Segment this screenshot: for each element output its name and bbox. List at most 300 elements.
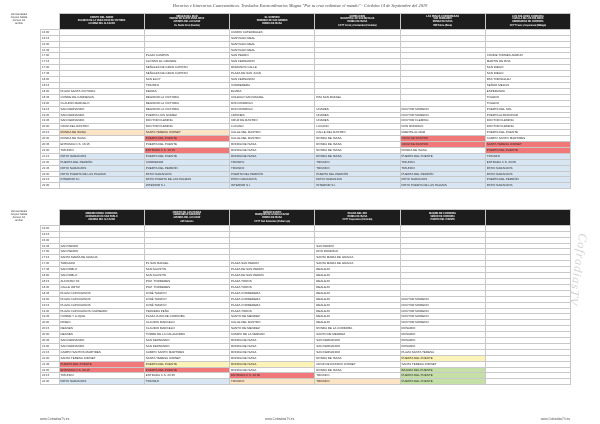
column-header-line: Av. Santa Cruz (Huelva) bbox=[174, 24, 200, 27]
route-cell: PUERTA DEL PERDÓN bbox=[400, 171, 485, 177]
time-cell: 22:15 bbox=[41, 177, 60, 183]
route-cell: CAMPO SANTO MARTIRES bbox=[144, 349, 229, 355]
time-cell: 17:15 bbox=[41, 255, 60, 261]
time-cell: 21:00 bbox=[41, 343, 60, 349]
route-cell: CRUZ DE RASTRO bbox=[400, 142, 485, 148]
time-cell: 19:15 bbox=[41, 106, 60, 112]
route-cell: POZ. TORRERES bbox=[144, 278, 229, 284]
route-cell: PLAZA DE SAN PEDRO bbox=[230, 267, 315, 273]
schedule-table-bottom bbox=[40, 209, 571, 385]
column-header-line: AVENIDA DEL ALCAZAR bbox=[88, 219, 116, 222]
time-cell: 18:00 bbox=[41, 273, 60, 279]
side-label-top bbox=[2, 13, 36, 25]
route-cell: CORREDERA bbox=[230, 82, 315, 88]
route-cell: TRIUNFO bbox=[315, 373, 400, 379]
column-header bbox=[230, 210, 315, 226]
route-cell: REGIDOR LA VICTORIA bbox=[144, 100, 229, 106]
route-cell: CURRO CATEDRALES bbox=[230, 29, 315, 35]
route-cell: BAJADA DEL PUENTE bbox=[400, 367, 485, 373]
route-cell: REALEJO bbox=[315, 273, 400, 279]
route-cell: TRIUNFO bbox=[485, 153, 570, 159]
time-cell: 17:45 bbox=[41, 71, 60, 77]
time-cell: 19:45 bbox=[41, 118, 60, 124]
route-cell: ENTRADA C.S. 20:35 bbox=[144, 373, 229, 379]
side-label-line: Hermandades bbox=[10, 210, 28, 213]
route-cell bbox=[485, 379, 570, 385]
time-cell: 19:00 bbox=[41, 296, 60, 302]
time-cell: 19:30 bbox=[41, 308, 60, 314]
route-cell: REALEJO bbox=[315, 314, 400, 320]
route-cell: ROSARIO bbox=[400, 343, 485, 349]
route-cell bbox=[59, 183, 144, 189]
route-cell: INTERIOR S.I. bbox=[230, 183, 315, 189]
route-cell: ENTRADA C.S. 16:15 bbox=[59, 142, 144, 148]
column-header-line: DOMINGO DE SAN ANDRES bbox=[256, 19, 288, 22]
route-cell: REGIDOR LA VICTORIA bbox=[144, 94, 229, 100]
route-cell: PUERTA DEL SOL bbox=[485, 106, 570, 112]
route-cell: SANTO DE MENDEZ bbox=[230, 314, 315, 320]
route-cell: JOSÉ TAMAYO bbox=[144, 290, 229, 296]
route-cell: ROSARIO bbox=[400, 332, 485, 338]
time-cell: 16:45 bbox=[41, 47, 60, 53]
route-cell: PLAZA DE SAN JUAN bbox=[230, 71, 315, 77]
column-header-line: CCTT Coria y Fernandez (Córdoba) bbox=[338, 24, 377, 27]
column-header bbox=[485, 210, 570, 226]
route-cell: INTERIOR S.I. bbox=[59, 177, 144, 183]
route-cell: REALEJO bbox=[315, 320, 400, 326]
column-header-line: SEÑOR DE CORDOBA bbox=[430, 215, 455, 218]
time-cell: 16:15 bbox=[41, 231, 60, 237]
side-label-line: ámbito bbox=[15, 22, 23, 26]
column-header-line: RONDA DE ISASA bbox=[432, 21, 453, 24]
route-cell: PLAZA CORREDERA bbox=[230, 302, 315, 308]
route-cell: PUERTA LUIS GOMEZ bbox=[144, 112, 229, 118]
route-cell: TOLEDO bbox=[485, 94, 570, 100]
route-cell: CAMPO SANTO MARTIRES bbox=[485, 136, 570, 142]
route-cell: PUERTA DEL PERDÓN bbox=[315, 171, 400, 177]
route-cell: PLAZA TOROS bbox=[230, 278, 315, 284]
route-cell: REALEJO bbox=[315, 284, 400, 290]
route-cell: RONDA DE ISASA bbox=[230, 147, 315, 153]
column-header-line: CCTT Fuen y Esperanza (Málaga) bbox=[509, 24, 546, 27]
route-cell: DEANES bbox=[59, 332, 144, 338]
route-cell: RONDA DE ISASA bbox=[230, 367, 315, 373]
route-cell: TORRE DE LA CALAHORRA bbox=[144, 332, 229, 338]
time-cell: 22:00 bbox=[41, 171, 60, 177]
route-cell: MARTIN DE ROA bbox=[485, 59, 570, 65]
column-header-title: MADRE DE CORDOBA bbox=[429, 212, 457, 216]
route-cell: ALONSO EL GRANDE bbox=[144, 59, 229, 65]
route-cell: LUCANO bbox=[315, 124, 400, 130]
route-cell: RONDA DE ISASA bbox=[400, 147, 485, 153]
time-cell: 19:00 bbox=[41, 100, 60, 106]
route-cell: SANTIAGO REAL bbox=[230, 41, 315, 47]
side-label-line: Hermandades bbox=[10, 13, 28, 16]
route-cell: PUERTA DEL PUENTE bbox=[144, 136, 229, 142]
side-label-line: Grupos Salida bbox=[10, 213, 28, 217]
route-cell: PATIO NARANJOS bbox=[59, 153, 144, 159]
time-cell: 16:30 bbox=[41, 237, 60, 243]
route-cell: CAMPO SANTOS MARTIRES bbox=[59, 349, 144, 355]
route-cell: DOCTOR FLEMING bbox=[400, 118, 485, 124]
route-cell: SAN FERNANDO bbox=[315, 349, 400, 355]
route-cell: PZA SAN RAFAEL bbox=[315, 94, 400, 100]
route-cell: PLAZA DE SAN PEDRO bbox=[230, 273, 315, 279]
route-cell: SANTA TERESA JORNET bbox=[144, 355, 229, 361]
side-label-bottom bbox=[2, 210, 36, 222]
route-cell: RONDA DE ISASA bbox=[315, 367, 400, 373]
route-cell: REALEJO bbox=[315, 302, 400, 308]
route-cell: JOSÉ TAMAYO bbox=[144, 302, 229, 308]
column-header-line: CCTT San Sebastian (Peñarroya) bbox=[254, 220, 291, 223]
route-cell: CLAUDIO MARCELO bbox=[144, 326, 229, 332]
time-cell: 21:15 bbox=[41, 349, 60, 355]
route-cell: PATIO NARANJOS bbox=[230, 177, 315, 183]
route-cell: PUERTA DEL PUENTE bbox=[144, 153, 229, 159]
column-header bbox=[400, 14, 485, 30]
route-cell: RONDA DE ISASA bbox=[230, 338, 315, 344]
route-cell: PATIO NARANJOS bbox=[144, 171, 229, 177]
route-cell: CONDE Y LUQUE bbox=[59, 314, 144, 320]
route-cell: DOCTOR FLEMING bbox=[144, 118, 229, 124]
time-cell: 20:45 bbox=[41, 338, 60, 344]
column-header-title: VIRGEN DEL MAR bbox=[176, 14, 198, 18]
table-row bbox=[41, 183, 571, 189]
route-cell: ENTRADA C.S. 20:05 bbox=[485, 159, 570, 165]
route-cell: PUERTA DEL PUENTE bbox=[400, 379, 485, 385]
column-header bbox=[485, 14, 570, 30]
route-cell: UNARES bbox=[315, 112, 400, 118]
route-cell: CALLE DEL RASTRO bbox=[230, 130, 315, 136]
side-label-line: Grupos Salida bbox=[10, 16, 28, 20]
route-cell: SANTA TERESA JORNET bbox=[144, 130, 229, 136]
route-cell: PATIO PUERTA DE LAS PALMAS bbox=[144, 177, 229, 183]
route-cell: PATIO PUERTA DE LAS PALMAS bbox=[59, 171, 144, 177]
route-cell: SEÑALES DE GRAN CAPITAN bbox=[144, 71, 229, 77]
route-cell: RONDA DE ISASA bbox=[230, 349, 315, 355]
route-cell: SANTO DE MENDEZ bbox=[315, 332, 400, 338]
time-cell: 16:30 bbox=[41, 41, 60, 47]
column-header-title: PALMA DEL RIO bbox=[347, 212, 368, 216]
footer-link-right[interactable]: www.CofradiasTV.es bbox=[540, 417, 570, 421]
time-cell: 20:30 bbox=[41, 332, 60, 338]
time-cell: 21:15 bbox=[41, 153, 60, 159]
header-corner bbox=[41, 14, 60, 30]
time-cell: 20:00 bbox=[41, 320, 60, 326]
column-header-line: AM Calvario bbox=[180, 220, 194, 223]
route-cell: SAN FERNANDO bbox=[144, 343, 229, 349]
route-cell: RONDA DE ISASA bbox=[315, 136, 400, 142]
time-cell: 21:30 bbox=[41, 159, 60, 165]
header-corner bbox=[41, 210, 60, 226]
column-header-title: CRISTO DE LAS PENAS bbox=[172, 210, 202, 214]
route-cell: PUERTA DEL PERDÓN bbox=[230, 171, 315, 177]
column-header-line: CAPILLA DE LOS DOLORES bbox=[512, 18, 544, 20]
column-header-line: RONDA DE ISASA bbox=[347, 21, 368, 24]
route-cell: CAMPO DE LA VERDAD bbox=[230, 332, 315, 338]
route-cell: SAN FERNANDO bbox=[230, 59, 315, 65]
time-cell: 18:00 bbox=[41, 77, 60, 83]
watermark: CofradiasTV bbox=[566, 232, 591, 307]
column-header-title: EL SUSPIRO bbox=[264, 16, 280, 20]
route-cell: PUERTA DEL PUENTE bbox=[400, 373, 485, 379]
column-header-title: CRISTO DEL AMOR bbox=[89, 16, 114, 20]
column-header-line: ALUMNA DEL ALCAZAR bbox=[88, 23, 115, 26]
route-cell: PLAZA CAPUCHINOS bbox=[59, 290, 144, 296]
route-cell: ROSARIO bbox=[400, 338, 485, 344]
route-cell: TRIUNFO bbox=[400, 159, 485, 165]
time-cell: 18:15 bbox=[41, 82, 60, 88]
route-cell: SANTA TERESA JORNET bbox=[400, 361, 485, 367]
column-header-title: LAS PENAS CORDOBESAS bbox=[426, 14, 460, 18]
route-cell: TRIUNFO bbox=[144, 379, 229, 385]
route-cell: POZ. TORRERES bbox=[144, 284, 229, 290]
column-header-line: SAN FERNANDO bbox=[433, 18, 452, 20]
time-cell: 20:30 bbox=[41, 136, 60, 142]
route-cell: SANTA TERESA JORNET bbox=[485, 142, 570, 148]
column-header-title: LOS DOLORES CORDOBA bbox=[511, 14, 544, 18]
footer-link-center[interactable]: www.CofradiasTV.es bbox=[265, 417, 295, 421]
column-header-line: RONDA DE ISASA bbox=[347, 215, 368, 218]
time-cell: 21:45 bbox=[41, 361, 60, 367]
route-cell: PLAZA CAPUCHINOS bbox=[59, 296, 144, 302]
time-cell: 20:45 bbox=[41, 142, 60, 148]
route-cell: FRENTE AL MAR bbox=[400, 130, 485, 136]
route-cell: CONDE DE CARDENAS bbox=[59, 94, 144, 100]
schedule-table-top bbox=[40, 13, 571, 189]
time-cell: 18:45 bbox=[41, 94, 60, 100]
route-cell: TRIUNFO bbox=[315, 159, 400, 165]
column-header-line: HERMANDAD DE CORDOBA bbox=[512, 21, 544, 24]
route-cell: RONDA DE ISASA bbox=[230, 142, 315, 148]
route-cell: TARGADO bbox=[59, 261, 144, 267]
time-cell: 20:15 bbox=[41, 326, 60, 332]
column-header bbox=[315, 14, 400, 30]
column-header bbox=[315, 210, 400, 226]
column-header bbox=[144, 14, 229, 30]
route-cell: SANTO DE MENDEZ bbox=[230, 326, 315, 332]
side-label-line: ámbito bbox=[15, 219, 23, 223]
route-cell: PLAZA TOROS bbox=[230, 284, 315, 290]
route-cell: PLAZA SAN PEDRO bbox=[230, 261, 315, 267]
route-cell: PAS TORNALLEJ bbox=[485, 77, 570, 83]
route-cell: PUERTA DEL PERDÓN bbox=[144, 165, 229, 171]
footer-link-left[interactable]: www.CofradiasTV.es bbox=[40, 417, 70, 421]
route-cell: TRIUNFO bbox=[59, 373, 144, 379]
route-cell: PUERTA ALMODOVAR bbox=[485, 112, 570, 118]
route-cell: PATIO NARANJOS bbox=[59, 379, 144, 385]
route-cell: SAN FERNANDO bbox=[59, 106, 144, 112]
route-cell: PASEO bbox=[59, 320, 144, 326]
route-cell: RONDA DE ISASA bbox=[59, 136, 144, 142]
route-cell: PLAZA SANTA VICTORIA bbox=[59, 88, 144, 94]
route-cell: ESPERANZA bbox=[485, 88, 570, 94]
route-cell: CRUZ DE RASTRO bbox=[400, 136, 485, 142]
route-cell: PUERTA DEL PUENTE bbox=[485, 130, 570, 136]
route-cell: TRIUNFO bbox=[230, 165, 315, 171]
page-title: Horarios e Itinerarios Cuaresmáticos. Traslados Extraordinarios Magna "Por tu cruz redimiste el mundo" - Córdoba 14 de Septiembre del 2019 bbox=[172, 3, 428, 8]
time-cell: 22:15 bbox=[41, 373, 60, 379]
time-cell: 21:45 bbox=[41, 165, 60, 171]
route-cell: PLAZA CAPUCHINOS bbox=[59, 302, 144, 308]
time-cell: 17:45 bbox=[41, 267, 60, 273]
route-cell: DOCTOR MORENO bbox=[400, 296, 485, 302]
time-cell: 20:00 bbox=[41, 124, 60, 130]
time-cell: 17:00 bbox=[41, 53, 60, 59]
time-cell: 19:15 bbox=[41, 302, 60, 308]
column-header-line: MAGISTRAL DE SAN NICOLAS bbox=[340, 18, 375, 20]
route-cell: SAN AGUSTIN bbox=[144, 267, 229, 273]
route-cell: REALEJO bbox=[315, 308, 400, 314]
time-cell: 16:00 bbox=[41, 29, 60, 35]
route-cell: ROMANOS CALLE bbox=[230, 65, 315, 71]
route-cell: FERIAS bbox=[144, 88, 229, 94]
column-header-line: RONDA DE ISASA bbox=[262, 23, 283, 26]
route-cell: REALEJO bbox=[315, 290, 400, 296]
column-header-line: HUMANIDAD DE SAN PABLO bbox=[85, 215, 118, 218]
time-cell: 17:00 bbox=[41, 249, 60, 255]
route-cell: CALLE DEL RASTRO bbox=[315, 130, 400, 136]
route-cell: SAN FERNANDO bbox=[59, 343, 144, 349]
route-cell: PUERTA DEL PERDÓN bbox=[485, 177, 570, 183]
route-cell: CALLE ORTIZ bbox=[59, 284, 144, 290]
route-cell: PLAZA CORREDERA bbox=[230, 296, 315, 302]
route-cell: TRIUNFO bbox=[230, 379, 315, 385]
route-cell: PUERTA DEL PERDÓN bbox=[59, 159, 144, 165]
route-cell: RONDA DE ISASA bbox=[315, 147, 400, 153]
route-cell: ENTRADA C.S. 20:15 bbox=[59, 367, 144, 373]
route-cell: SAN ELOY bbox=[144, 77, 229, 83]
route-cell: CALLE DEL RASTRO bbox=[230, 136, 315, 142]
route-cell: CRUZ DEL RASTRO bbox=[59, 124, 144, 130]
column-header-line: MARQUES DE GUADALCAZAR bbox=[255, 214, 290, 216]
route-cell: PUERTA DEL PUENTE bbox=[59, 361, 144, 367]
route-cell: SAN FERNANDO bbox=[59, 118, 144, 124]
route-cell: SEÑALES DE GRAN CAPITAN bbox=[144, 65, 229, 71]
route-cell: SAN FERNANDO bbox=[59, 112, 144, 118]
route-cell: PL SAN RAFAEL bbox=[144, 261, 229, 267]
route-cell: PATIO NARANJOS bbox=[485, 171, 570, 177]
route-cell: RONDA DE ISASA bbox=[315, 355, 400, 361]
time-cell: 18:15 bbox=[41, 278, 60, 284]
time-cell: 16:45 bbox=[41, 243, 60, 249]
route-cell: LIMONES bbox=[230, 112, 315, 118]
route-cell: SANTA MARIA DE GRACIA bbox=[315, 255, 400, 261]
route-cell: PATIO NARANJOS bbox=[59, 165, 144, 171]
route-cell: COLEGIO SAN RAFAEL bbox=[230, 94, 315, 100]
route-cell: CRUZ DE RASTRO bbox=[230, 118, 315, 124]
route-cell: TRIUNFO bbox=[315, 379, 400, 385]
route-cell: DOCTOR MORENO bbox=[400, 106, 485, 112]
route-cell: CALLE DEL RASTRO bbox=[230, 320, 315, 326]
route-cell: CRUZ DE RASTRO JORNET bbox=[315, 361, 400, 367]
side-label-line: Acceso G1 bbox=[12, 19, 26, 23]
column-header-title: SEÑOR SANTO bbox=[262, 210, 282, 214]
time-cell: 18:30 bbox=[41, 284, 60, 290]
route-cell: UNARES bbox=[315, 106, 400, 112]
time-cell: 19:45 bbox=[41, 314, 60, 320]
route-cell: TRIUNFO bbox=[144, 82, 229, 88]
route-cell: SAN FERNANDO bbox=[315, 338, 400, 344]
route-cell: PUERTA DEL PUENTE bbox=[485, 147, 570, 153]
route-cell: ELVIRA bbox=[230, 88, 315, 94]
route-cell: TRIUNFO bbox=[400, 165, 485, 171]
route-cell: UNARES bbox=[315, 118, 400, 124]
time-cell: 22:30 bbox=[41, 183, 60, 189]
route-cell: PLAZA JUAN DE CORDOBA bbox=[144, 314, 229, 320]
route-cell: PLAZA CAMPOS bbox=[144, 53, 229, 59]
route-cell: DON RODRIGO bbox=[230, 100, 315, 106]
route-cell: REALEJO bbox=[315, 296, 400, 302]
route-cell: DOCTOR FLEMING bbox=[144, 124, 229, 130]
route-cell: LUCANO bbox=[230, 124, 315, 130]
route-cell: CLAUDIO MARCELO bbox=[144, 320, 229, 326]
time-cell: 16:15 bbox=[41, 35, 60, 41]
route-cell: SANTA MARÍA DE GRACIA bbox=[59, 255, 144, 261]
route-cell: PUERTA DEL PUENTE bbox=[400, 153, 485, 159]
column-header-line: HERMANDAD ANDRADE bbox=[173, 214, 201, 216]
route-cell: PLAZA CORREDERA bbox=[230, 290, 315, 296]
route-cell: SAN FERNANDO bbox=[144, 338, 229, 344]
route-cell: INTERIOR S.I. bbox=[144, 183, 229, 189]
route-cell: CONDE TORRES ARMIJO bbox=[485, 53, 570, 59]
time-cell: 17:30 bbox=[41, 65, 60, 71]
header-row bbox=[41, 210, 571, 226]
route-cell: ALFONSO XII bbox=[59, 278, 144, 284]
route-cell: TRIUNFO bbox=[315, 165, 400, 171]
route-cell: DON RODRIGO bbox=[230, 106, 315, 112]
column-header-title: EXPIRACION bbox=[349, 14, 366, 18]
route-cell: DOCTOR FLEMING bbox=[485, 118, 570, 124]
route-cell: SEÑOR MEJIAS bbox=[485, 82, 570, 88]
header-row bbox=[41, 14, 571, 30]
column-header-line: RONDA DE ISASA bbox=[262, 217, 283, 220]
route-cell: PLAZA SANTA TERESA bbox=[400, 349, 485, 355]
route-cell: RONDA DE LA CORDOBA bbox=[315, 326, 400, 332]
route-cell: SANTA TERESA JORNET bbox=[59, 355, 144, 361]
route-cell: SAN PEDRO bbox=[230, 53, 315, 59]
route-cell: RONDA DE ISASA bbox=[59, 130, 144, 136]
route-cell: SAN PEDRO bbox=[59, 243, 144, 249]
time-cell: 17:15 bbox=[41, 59, 60, 65]
route-cell: SAN FERNANDO bbox=[230, 77, 315, 83]
column-header bbox=[230, 14, 315, 30]
route-cell: ROSARIO bbox=[400, 326, 485, 332]
table-row bbox=[41, 379, 571, 385]
route-cell: PUERTA DEL PUENTE bbox=[144, 367, 229, 373]
route-cell: TERCERA PEÑA bbox=[144, 308, 229, 314]
column-header-line: CCTT Esperanza (Córdoba) bbox=[342, 219, 373, 222]
route-cell: REALEJO bbox=[315, 267, 400, 273]
time-cell: 18:45 bbox=[41, 290, 60, 296]
column-header-line: PUERTA DEL PUENTE bbox=[430, 219, 455, 222]
route-cell: DOCTOR MORENO bbox=[400, 308, 485, 314]
time-cell: 21:30 bbox=[41, 355, 60, 361]
route-cell: SAN DIEGO bbox=[485, 71, 570, 77]
route-cell: RONDA DE ISASA bbox=[230, 343, 315, 349]
route-cell: PATIO NARANJOS bbox=[485, 183, 570, 189]
route-cell: RONDA DE ISASA bbox=[315, 153, 400, 159]
column-header-line: PIEDAD DE SANTA VERA CRUZ bbox=[169, 18, 205, 20]
route-cell: SANTIAGO REAL bbox=[230, 47, 315, 53]
route-cell: RONDA DE ISASA bbox=[230, 355, 315, 361]
route-cell: JOSÉ TAMAYO bbox=[144, 296, 229, 302]
route-cell: ENTRADA C.S. 20:30 bbox=[230, 373, 315, 379]
route-cell: SAN DIEGO bbox=[485, 65, 570, 71]
route-cell: PATIO NARANJOS bbox=[485, 165, 570, 171]
route-cell: RONDA DE ISASA bbox=[230, 153, 315, 159]
route-cell: REALEJO bbox=[315, 278, 400, 284]
